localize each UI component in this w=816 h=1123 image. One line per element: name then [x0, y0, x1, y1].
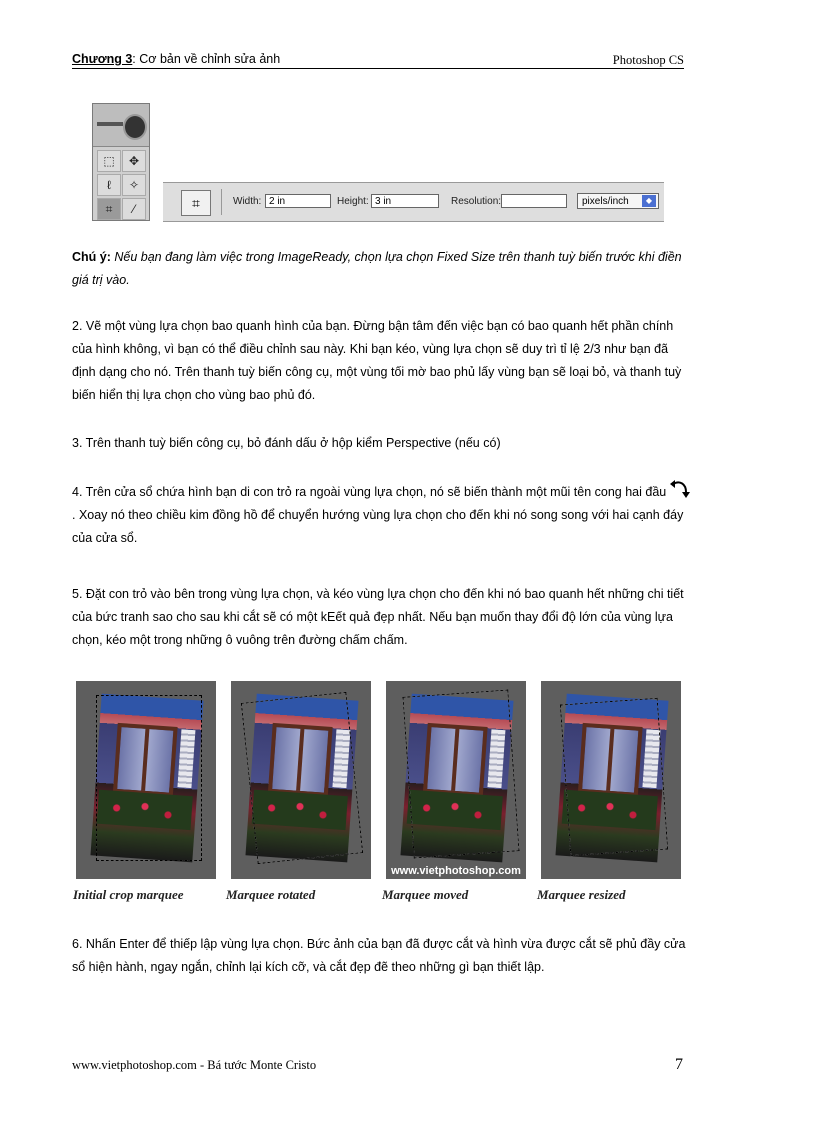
step-5: 5. Đặt con trỏ vào bên trong vùng lựa chọn, và kéo vùng lựa chọn cho đến khi nó bao quanh hết những chi tiết của bức tranh sao cho sau khi cắt sẽ có một kEết quả đẹp nhất. Nếu bạn muốn thay đổi độ lớn của vùng lựa chọn, kéo một trong những ô vuông trên đường chấm chấm.	[72, 587, 684, 647]
crop-marquee	[96, 695, 202, 861]
figure-marquee-resized	[541, 681, 681, 879]
slice-tool-icon: ⁄	[122, 198, 146, 220]
caption-1: Initial crop marquee	[73, 887, 184, 902]
figure-marquee-moved	[386, 681, 526, 879]
step-4	[72, 478, 692, 550]
separator	[221, 189, 222, 215]
figure-initial-crop	[76, 681, 216, 879]
toolbox-image	[92, 103, 150, 221]
width-field: 2 in	[265, 194, 331, 208]
crop-marquee	[402, 690, 519, 859]
app-name: Photoshop CS	[612, 53, 684, 67]
width-label: Width:	[233, 196, 262, 207]
spinner-icon: ◆	[642, 195, 656, 207]
units-value: pixels/inch	[582, 196, 629, 207]
toolbox-header	[93, 104, 149, 147]
marquee-tool-icon: ⬚	[97, 150, 121, 172]
step-6: 6. Nhấn Enter để thiếp lập vùng lựa chọn. Bức ảnh của bạn đã được cắt và hình vừa được cắt sẽ phủ đầy cửa sổ hiện hành, ngay ngắn, chỉnh lại kích cỡ, và cắt đẹp đẽ theo những gì bạn thiết lập.	[72, 937, 686, 974]
page-header	[72, 52, 684, 69]
crop-marquee	[560, 698, 668, 856]
figure-marquee-rotated	[231, 681, 371, 879]
lasso-tool-icon: ℓ	[97, 174, 121, 196]
page-number: 7	[675, 1056, 683, 1073]
watermark: www.vietphotoshop.com	[391, 865, 521, 877]
units-select	[577, 193, 659, 209]
height-label: Height:	[337, 196, 369, 207]
caption-3: Marquee moved	[382, 887, 469, 902]
crop-marquee	[241, 692, 363, 864]
chapter-heading	[72, 52, 280, 66]
arrow-icon	[97, 122, 123, 126]
magic-wand-icon: ✧	[122, 174, 146, 196]
step-4-part-a: 4. Trên cửa sổ chứa hình bạn di con trỏ ra ngoài vùng lựa chọn, nó sẽ biến thành một mũi tên cong hai đầu	[72, 485, 667, 499]
step-4-part-b: . Xoay nó theo chiều kim đồng hồ để chuyển hướng vùng lựa chọn cho đến khi nó song song với hai cạnh đáy của cửa sổ.	[72, 508, 684, 545]
caption-2: Marquee rotated	[226, 887, 316, 902]
note-label: Chú ý:	[72, 250, 111, 264]
step-3: 3. Trên thanh tuỳ biến công cụ, bỏ đánh dấu ở hộp kiểm Perspective (nếu có)	[72, 436, 501, 450]
step-2: 2. Vẽ một vùng lựa chọn bao quanh hình của bạn. Đừng bận tâm đến việc bạn có bao quanh hết phần chính của hình không, vì bạn có thể điều chỉnh sau này. Khi bạn kéo, vùng lựa chọn sẽ duy trì tỉ lệ 2/3 như bạn đã định dạng cho nó. Trên thanh tuỳ biến công cụ, một vùng tối mờ bao phủ lấy vùng bạn sẽ loại bỏ, và thanh tuỳ biến hiển thị lựa chọn cho vùng bao phủ đó.	[72, 319, 682, 402]
crop-tool-icon: ⌗	[97, 198, 121, 220]
height-field: 3 in	[371, 194, 439, 208]
footer-source: www.vietphotoshop.com - Bá tước Monte Cristo	[72, 1058, 317, 1072]
crop-options-bar	[163, 182, 664, 222]
crop-preset-icon: ⌗	[181, 190, 211, 216]
rotate-arrow-icon	[670, 478, 692, 500]
chapter-title: : Cơ bản về chỉnh sửa ảnh	[132, 52, 281, 66]
note-text: Nếu bạn đang làm việc trong ImageReady, chọn lựa chọn Fixed Size trên thanh tuỳ biến trước khi điền giá trị vào.	[72, 250, 682, 287]
note-paragraph	[72, 246, 692, 292]
chapter-label: Chương 3	[72, 52, 133, 66]
move-tool-icon: ✥	[122, 150, 146, 172]
caption-4: Marquee resized	[537, 887, 626, 902]
eye-icon	[123, 114, 147, 140]
resolution-field	[501, 194, 567, 208]
resolution-label: Resolution:	[451, 196, 502, 207]
